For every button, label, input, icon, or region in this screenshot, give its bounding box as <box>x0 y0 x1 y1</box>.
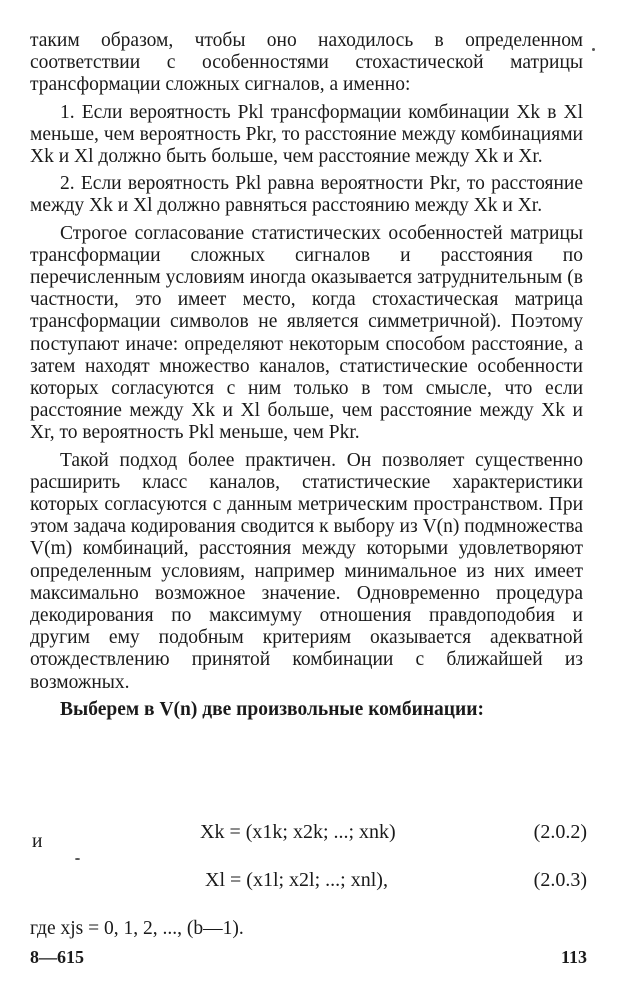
page-number: 113 <box>560 947 587 967</box>
paragraph-intro <box>30 30 583 97</box>
equation-xk: Xk = (x1k; x2k; ...; xnk) <box>200 821 396 843</box>
paragraph-choose <box>30 699 583 721</box>
paragraph-approach <box>30 450 583 694</box>
paragraph-condition-1 <box>30 102 583 169</box>
equation-xl: Xl = (x1l; x2l; ...; xnl), <box>205 869 388 891</box>
paragraph-text: 2. Если вероятность Pkl равна вероятности Pkr, то расстояние между Xk и Xl должно равняться расстоянию между Xk и Xr. <box>30 173 583 217</box>
equation-label-2-0-2: (2.0.2) <box>533 821 587 843</box>
variable-definition: где xjs = 0, 1, 2, ..., (b—1). <box>30 918 244 939</box>
paragraph-condition-2 <box>30 173 583 217</box>
paragraph-text: Такой подход более практичен. Он позволяет существенно расширить класс каналов, статистические характеристики которых согласуются с данным метрическим пространством. При этом задача кодирования сводится к выбору из V(n) подмножества V(m) комбинаций, расстояния между которыми удовлетворяют определенным условиям, например минимальное из них имеет максимально возможное значение. Одновременно процедура декодирования по максимуму отношения правдоподобия и другим ему подобным критериям оказывается адекватной отождествлению принятой комбинации с ближайшей из возможных. <box>30 449 583 693</box>
page-body <box>30 30 583 721</box>
printer-signature: 8—615 <box>30 947 84 967</box>
paragraph-text: 1. Если вероятность Pkl трансформации комбинации Xk в Xl меньше, чем вероятность Pkr, то расстояние между комбинациями Xk и Xl должно быть больше, чем расстояние между Xk и Xr. <box>30 101 583 168</box>
paper-speck-decoration <box>75 858 80 860</box>
paragraph-text: таким образом, чтобы оно находилось в определенном соответствии с особенностями стохастической матрицы трансформации сложных сигналов, а именно: <box>30 30 583 96</box>
paragraph-text: Выберем в V(n) две произвольные комбинации: <box>60 698 485 720</box>
paper-speck-decoration <box>592 48 595 51</box>
paragraph-strict-matching <box>30 223 583 445</box>
paragraph-text: Строгое согласование статистических особенностей матрицы трансформации сложных сигналов и расстояния по перечисленным условиям иногда оказывается затруднительным (в частности, это имеет место, когда стохастическая матрица трансформации символов не является симметричной). Поэтому поступают иначе: определяют некоторым способом расстояние, а затем находят множество каналов, статистические особенности которых согласуются с ним только в том смысле, что если расстояние между Xk и Xl больше, чем расстояние между Xk и Xr, то вероятность Pkl меньше, чем Pkr. <box>30 222 583 444</box>
conjunction-and: и <box>32 831 43 852</box>
equation-label-2-0-3: (2.0.3) <box>533 869 587 891</box>
